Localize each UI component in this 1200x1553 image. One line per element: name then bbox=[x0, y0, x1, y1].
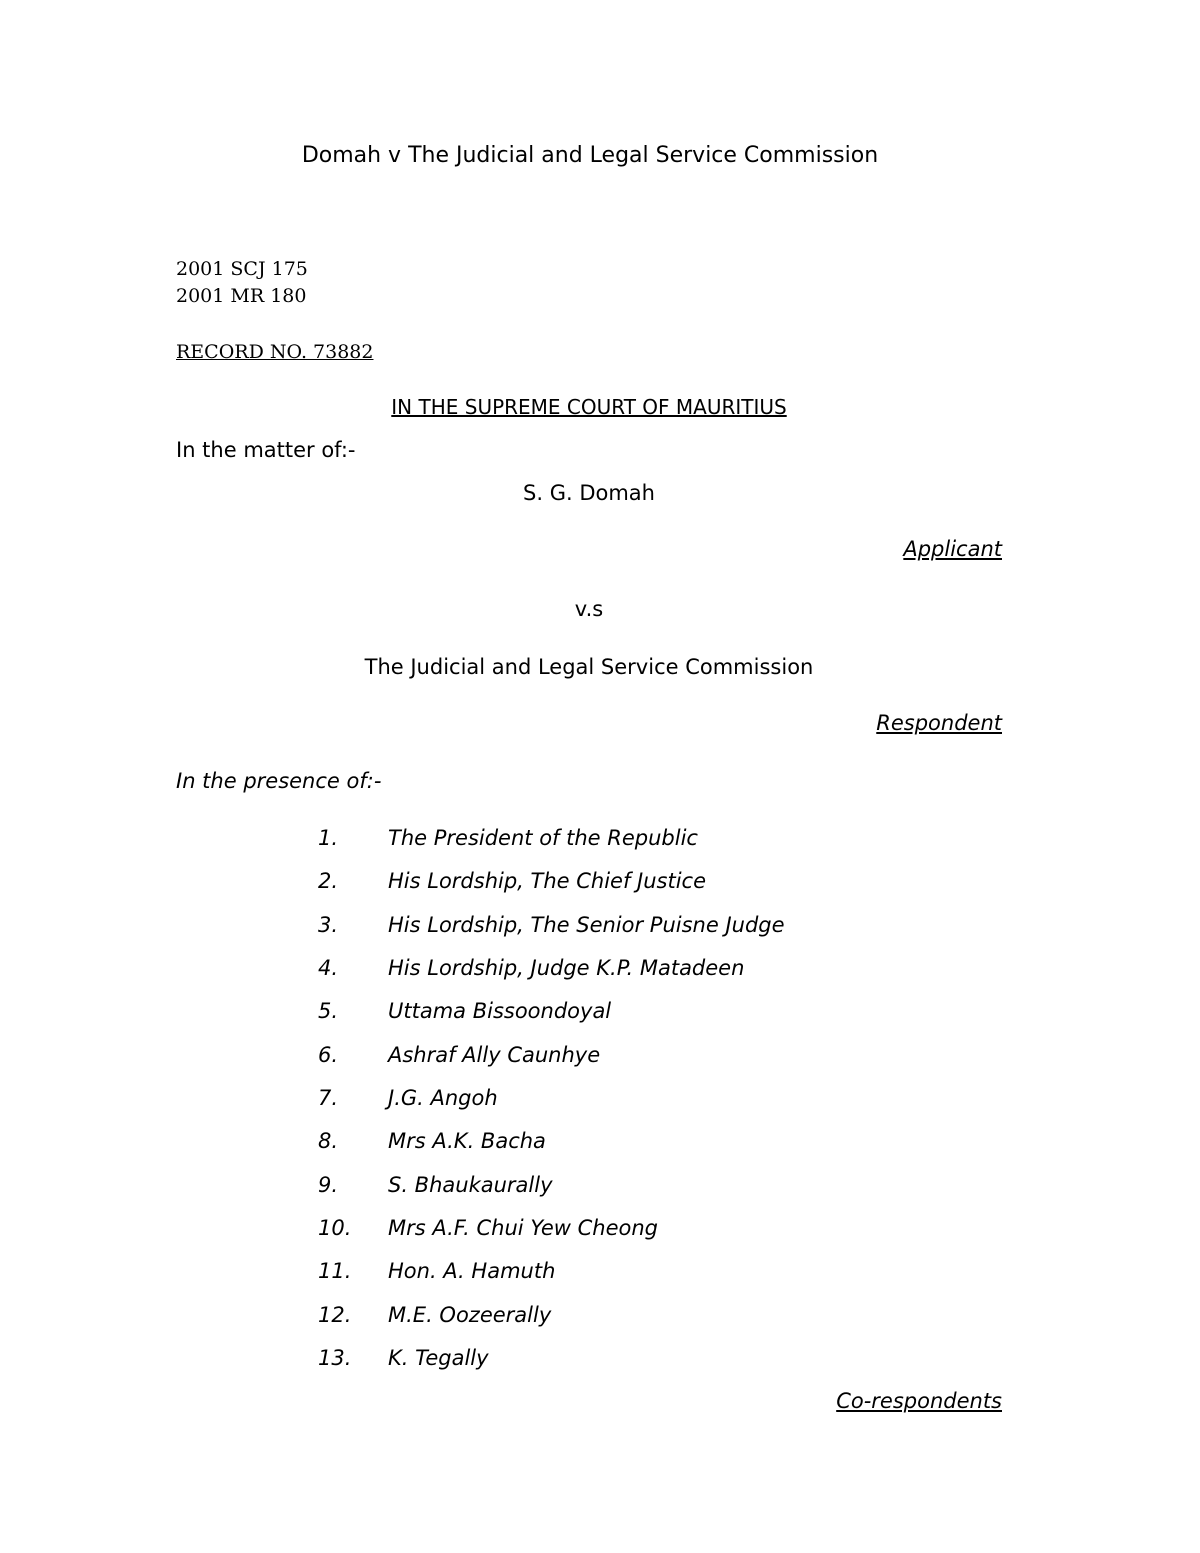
list-item-name: S. Bhaukaurally bbox=[388, 1173, 553, 1197]
list-item bbox=[0, 956, 1200, 986]
list-item-number: 1. bbox=[318, 826, 339, 850]
list-item bbox=[0, 1303, 1200, 1333]
list-item-number: 9. bbox=[318, 1173, 339, 1197]
list-item-name: K. Tegally bbox=[388, 1346, 489, 1370]
citation-mr: 2001 MR 180 bbox=[176, 285, 307, 307]
list-item bbox=[0, 1346, 1200, 1376]
list-item-number: 2. bbox=[318, 869, 339, 893]
list-item bbox=[0, 1086, 1200, 1116]
citation-scj: 2001 SCJ 175 bbox=[176, 258, 308, 280]
list-item bbox=[0, 826, 1200, 856]
list-item bbox=[0, 1129, 1200, 1159]
list-item-number: 10. bbox=[318, 1216, 352, 1240]
list-item-name: Mrs A.F. Chui Yew Cheong bbox=[388, 1216, 658, 1240]
list-item-name: M.E. Oozeerally bbox=[388, 1303, 552, 1327]
list-item-number: 3. bbox=[318, 913, 339, 937]
list-item-name: Ashraf Ally Caunhye bbox=[388, 1043, 601, 1067]
list-item bbox=[0, 1259, 1200, 1289]
list-item-name: Hon. A. Hamuth bbox=[388, 1259, 556, 1283]
list-item bbox=[0, 1216, 1200, 1246]
list-item bbox=[0, 1043, 1200, 1073]
in-the-presence-of-label: In the presence of:- bbox=[176, 769, 382, 793]
list-item bbox=[0, 913, 1200, 943]
list-item-name: Mrs A.K. Bacha bbox=[388, 1129, 546, 1153]
in-the-matter-of-label: In the matter of:- bbox=[176, 438, 356, 462]
co-respondents-label: Co-respondents bbox=[836, 1389, 1002, 1413]
respondent-label: Respondent bbox=[876, 711, 1002, 735]
list-item-name: His Lordship, The Chief Justice bbox=[388, 869, 707, 893]
list-item-name: J.G. Angoh bbox=[388, 1086, 498, 1110]
list-item-number: 7. bbox=[318, 1086, 339, 1110]
court-heading: IN THE SUPREME COURT OF MAURITIUS bbox=[391, 395, 787, 419]
list-item-number: 11. bbox=[318, 1259, 352, 1283]
list-item-number: 5. bbox=[318, 999, 339, 1023]
applicant-name: S. G. Domah bbox=[523, 481, 655, 505]
versus-label: v.s bbox=[574, 597, 604, 621]
list-item bbox=[0, 1173, 1200, 1203]
respondent-name: The Judicial and Legal Service Commission bbox=[364, 655, 814, 679]
list-item-number: 8. bbox=[318, 1129, 339, 1153]
list-item-name: His Lordship, Judge K.P. Matadeen bbox=[388, 956, 745, 980]
applicant-label: Applicant bbox=[903, 537, 1002, 561]
list-item-number: 6. bbox=[318, 1043, 339, 1067]
list-item-number: 12. bbox=[318, 1303, 352, 1327]
list-item-name: The President of the Republic bbox=[388, 826, 698, 850]
list-item bbox=[0, 869, 1200, 899]
case-title: Domah v The Judicial and Legal Service Commission bbox=[301, 143, 879, 168]
list-item-name: Uttama Bissoondoyal bbox=[388, 999, 612, 1023]
list-item bbox=[0, 999, 1200, 1029]
list-item-number: 4. bbox=[318, 956, 339, 980]
list-item-number: 13. bbox=[318, 1346, 352, 1370]
list-item-name: His Lordship, The Senior Puisne Judge bbox=[388, 913, 785, 937]
record-number: RECORD NO. 73882 bbox=[176, 341, 374, 363]
